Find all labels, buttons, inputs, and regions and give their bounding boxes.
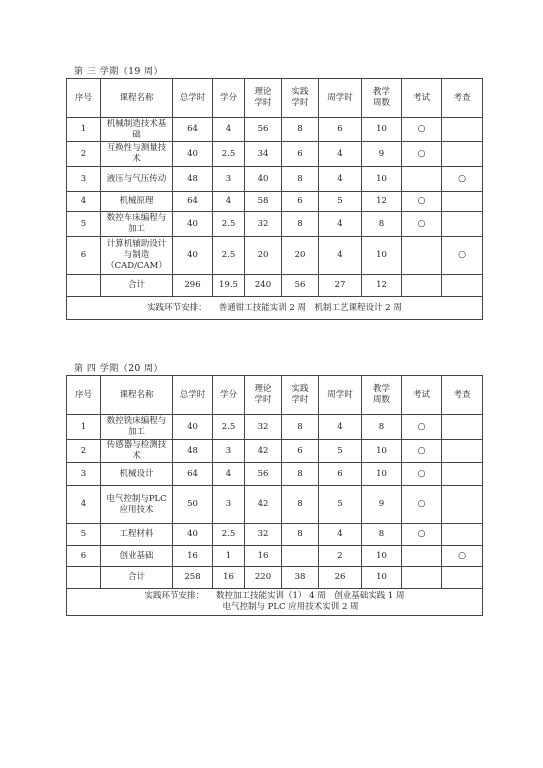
practice-label: 实践环节安排： xyxy=(147,302,207,313)
cell-total: 50 xyxy=(173,486,213,524)
table-row xyxy=(67,192,483,212)
cell-total: 40 xyxy=(173,212,213,237)
cell-practice: 8 xyxy=(282,486,319,524)
total-weekly: 26 xyxy=(319,567,362,589)
cell-no: 6 xyxy=(67,237,101,275)
cell-no: 3 xyxy=(67,167,101,192)
total-theory: 220 xyxy=(245,567,282,589)
cell-weeks: 10 xyxy=(362,546,402,567)
cell-theory: 56 xyxy=(245,463,282,486)
cell-credit: 2.5 xyxy=(213,212,245,237)
column-header: 教学 周数 xyxy=(362,376,402,415)
assessment-cell: ○ xyxy=(402,524,442,546)
empty-cell xyxy=(67,567,101,589)
assessment-cell xyxy=(442,192,483,212)
assessment-cell xyxy=(442,212,483,237)
cell-total: 40 xyxy=(173,415,213,440)
assessment-cell: ○ xyxy=(402,463,442,486)
practice-item: 普通钳工技能实训 2 周 机制工艺课程设计 2 周 xyxy=(218,302,402,313)
assessment-cell: ○ xyxy=(402,212,442,237)
cell-weekly: 6 xyxy=(319,463,362,486)
practice-row xyxy=(67,589,483,616)
column-header: 考查 xyxy=(442,79,483,118)
cell-weeks: 10 xyxy=(362,118,402,142)
cell-no: 1 xyxy=(67,118,101,142)
cell-weekly: 4 xyxy=(319,237,362,275)
cell-theory: 16 xyxy=(245,546,282,567)
cell-total: 16 xyxy=(173,546,213,567)
cell-credit: 3 xyxy=(213,440,245,463)
table-row xyxy=(67,118,483,142)
cell-weekly: 4 xyxy=(319,415,362,440)
cell-total: 64 xyxy=(173,118,213,142)
assessment-cell xyxy=(442,486,483,524)
semester-4-title: 第 四 学期（20 周） xyxy=(74,364,164,374)
table-row xyxy=(67,142,483,167)
cell-name: 创业基础 xyxy=(101,546,173,567)
cell-no: 3 xyxy=(67,463,101,486)
column-header: 考查 xyxy=(442,376,483,415)
cell-theory: 58 xyxy=(245,192,282,212)
cell-theory: 56 xyxy=(245,118,282,142)
table-row xyxy=(67,546,483,567)
cell-weeks: 8 xyxy=(362,415,402,440)
cell-weekly: 4 xyxy=(319,524,362,546)
cell-practice: 8 xyxy=(282,118,319,142)
column-header: 序号 xyxy=(67,376,101,415)
assessment-cell xyxy=(402,167,442,192)
cell-theory: 32 xyxy=(245,524,282,546)
assessment-cell xyxy=(402,546,442,567)
column-header: 实践 学时 xyxy=(282,79,319,118)
cell-practice: 8 xyxy=(282,167,319,192)
assessment-cell: ○ xyxy=(402,486,442,524)
cell-credit: 2.5 xyxy=(213,142,245,167)
table-row xyxy=(67,486,483,524)
total-practice: 38 xyxy=(282,567,319,589)
header-row xyxy=(67,376,483,415)
total-weekly: 27 xyxy=(319,275,362,297)
cell-practice: 8 xyxy=(282,212,319,237)
cell-no: 1 xyxy=(67,415,101,440)
cell-weeks: 10 xyxy=(362,463,402,486)
assessment-cell: ○ xyxy=(442,546,483,567)
table-row xyxy=(67,415,483,440)
cell-total: 64 xyxy=(173,463,213,486)
cell-name: 传感器与检测技术 xyxy=(101,440,173,463)
total-total: 258 xyxy=(173,567,213,589)
empty-cell xyxy=(402,275,442,297)
semester-4-table xyxy=(66,375,483,616)
cell-practice: 8 xyxy=(282,415,319,440)
column-header: 周学时 xyxy=(319,79,362,118)
column-header: 学分 xyxy=(213,79,245,118)
cell-no: 4 xyxy=(67,192,101,212)
cell-name: 数控车床编程与加工 xyxy=(101,212,173,237)
total-weeks: 12 xyxy=(362,275,402,297)
assessment-cell: ○ xyxy=(402,142,442,167)
table-row xyxy=(67,167,483,192)
cell-weekly: 4 xyxy=(319,212,362,237)
cell-total: 40 xyxy=(173,237,213,275)
practice-arrangement xyxy=(67,589,483,616)
cell-name: 液压与气压传动 xyxy=(101,167,173,192)
cell-name: 互换性与测量技术 xyxy=(101,142,173,167)
empty-cell xyxy=(442,567,483,589)
total-theory: 240 xyxy=(245,275,282,297)
cell-theory: 20 xyxy=(245,237,282,275)
column-header: 考试 xyxy=(402,376,442,415)
cell-practice: 6 xyxy=(282,192,319,212)
column-header: 总学时 xyxy=(173,376,213,415)
cell-name: 计算机辅助设计与制造（CAD/CAM） xyxy=(101,237,173,275)
cell-weekly: 5 xyxy=(319,192,362,212)
total-row xyxy=(67,567,483,589)
cell-credit: 4 xyxy=(213,118,245,142)
cell-theory: 34 xyxy=(245,142,282,167)
practice-label: 实践环节安排： xyxy=(144,591,204,601)
cell-weekly: 2 xyxy=(319,546,362,567)
column-header: 课程名称 xyxy=(101,376,173,415)
semester-3-title: 第 三 学期（19 周） xyxy=(74,67,164,77)
cell-total: 40 xyxy=(173,524,213,546)
cell-weekly: 5 xyxy=(319,486,362,524)
cell-credit: 3 xyxy=(213,486,245,524)
cell-weeks: 8 xyxy=(362,212,402,237)
cell-practice: 8 xyxy=(282,524,319,546)
cell-weeks: 10 xyxy=(362,167,402,192)
cell-credit: 2.5 xyxy=(213,524,245,546)
cell-theory: 40 xyxy=(245,167,282,192)
cell-weeks: 8 xyxy=(362,524,402,546)
cell-total: 48 xyxy=(173,440,213,463)
assessment-cell xyxy=(442,524,483,546)
cell-weeks: 9 xyxy=(362,142,402,167)
total-label: 合计 xyxy=(101,275,173,297)
cell-theory: 32 xyxy=(245,415,282,440)
assessment-cell: ○ xyxy=(402,440,442,463)
cell-weeks: 10 xyxy=(362,440,402,463)
column-header: 教学 周数 xyxy=(362,79,402,118)
practice-arrangement xyxy=(67,297,483,320)
cell-name: 工程材料 xyxy=(101,524,173,546)
total-weeks: 10 xyxy=(362,567,402,589)
assessment-cell xyxy=(442,118,483,142)
assessment-cell: ○ xyxy=(442,167,483,192)
cell-no: 5 xyxy=(67,212,101,237)
cell-theory: 42 xyxy=(245,486,282,524)
cell-name: 机械设计 xyxy=(101,463,173,486)
cell-practice xyxy=(282,546,319,567)
cell-practice: 8 xyxy=(282,463,319,486)
cell-no: 2 xyxy=(67,440,101,463)
column-header: 理论 学时 xyxy=(245,376,282,415)
cell-no: 6 xyxy=(67,546,101,567)
cell-weeks: 9 xyxy=(362,486,402,524)
assessment-cell xyxy=(442,142,483,167)
assessment-cell: ○ xyxy=(402,118,442,142)
practice-item: 电气控制与 PLC 应用技术实训 2 周 xyxy=(222,602,359,612)
practice-row xyxy=(67,297,483,320)
cell-no: 2 xyxy=(67,142,101,167)
practice-item: 数控加工技能实训（1） 4 周 创业基础实践 1 周 xyxy=(215,591,405,601)
cell-total: 48 xyxy=(173,167,213,192)
cell-theory: 32 xyxy=(245,212,282,237)
column-header: 周学时 xyxy=(319,376,362,415)
cell-theory: 42 xyxy=(245,440,282,463)
cell-weeks: 10 xyxy=(362,237,402,275)
cell-weeks: 12 xyxy=(362,192,402,212)
column-header: 序号 xyxy=(67,79,101,118)
cell-credit: 4 xyxy=(213,463,245,486)
cell-no: 4 xyxy=(67,486,101,524)
cell-name: 机械原理 xyxy=(101,192,173,212)
total-credit: 16 xyxy=(213,567,245,589)
assessment-cell xyxy=(442,440,483,463)
empty-cell xyxy=(67,275,101,297)
column-header: 实践 学时 xyxy=(282,376,319,415)
total-practice: 56 xyxy=(282,275,319,297)
cell-credit: 3 xyxy=(213,167,245,192)
total-label: 合计 xyxy=(101,567,173,589)
assessment-cell: ○ xyxy=(442,237,483,275)
table-row xyxy=(67,237,483,275)
total-total: 296 xyxy=(173,275,213,297)
cell-credit: 4 xyxy=(213,192,245,212)
cell-practice: 6 xyxy=(282,440,319,463)
cell-credit: 1 xyxy=(213,546,245,567)
cell-total: 64 xyxy=(173,192,213,212)
cell-practice: 20 xyxy=(282,237,319,275)
table-row xyxy=(67,524,483,546)
table-row xyxy=(67,463,483,486)
column-header: 学分 xyxy=(213,376,245,415)
total-credit: 19.5 xyxy=(213,275,245,297)
assessment-cell xyxy=(442,463,483,486)
semester-3-table xyxy=(66,78,483,320)
assessment-cell: ○ xyxy=(402,415,442,440)
cell-practice: 6 xyxy=(282,142,319,167)
cell-credit: 2.5 xyxy=(213,415,245,440)
empty-cell xyxy=(402,567,442,589)
column-header: 课程名称 xyxy=(101,79,173,118)
empty-cell xyxy=(442,275,483,297)
assessment-cell xyxy=(402,237,442,275)
cell-credit: 2.5 xyxy=(213,237,245,275)
column-header: 总学时 xyxy=(173,79,213,118)
cell-name: 机械制造技术基础 xyxy=(101,118,173,142)
cell-name: 数控铣床编程与加工 xyxy=(101,415,173,440)
column-header: 理论 学时 xyxy=(245,79,282,118)
table-row xyxy=(67,212,483,237)
cell-name: 电气控制与PLC 应用技术 xyxy=(101,486,173,524)
header-row xyxy=(67,79,483,118)
cell-no: 5 xyxy=(67,524,101,546)
column-header: 考试 xyxy=(402,79,442,118)
cell-weekly: 4 xyxy=(319,142,362,167)
cell-weekly: 6 xyxy=(319,118,362,142)
table-row xyxy=(67,440,483,463)
cell-weekly: 4 xyxy=(319,167,362,192)
cell-weekly: 5 xyxy=(319,440,362,463)
total-row xyxy=(67,275,483,297)
assessment-cell: ○ xyxy=(402,192,442,212)
assessment-cell xyxy=(442,415,483,440)
cell-total: 40 xyxy=(173,142,213,167)
